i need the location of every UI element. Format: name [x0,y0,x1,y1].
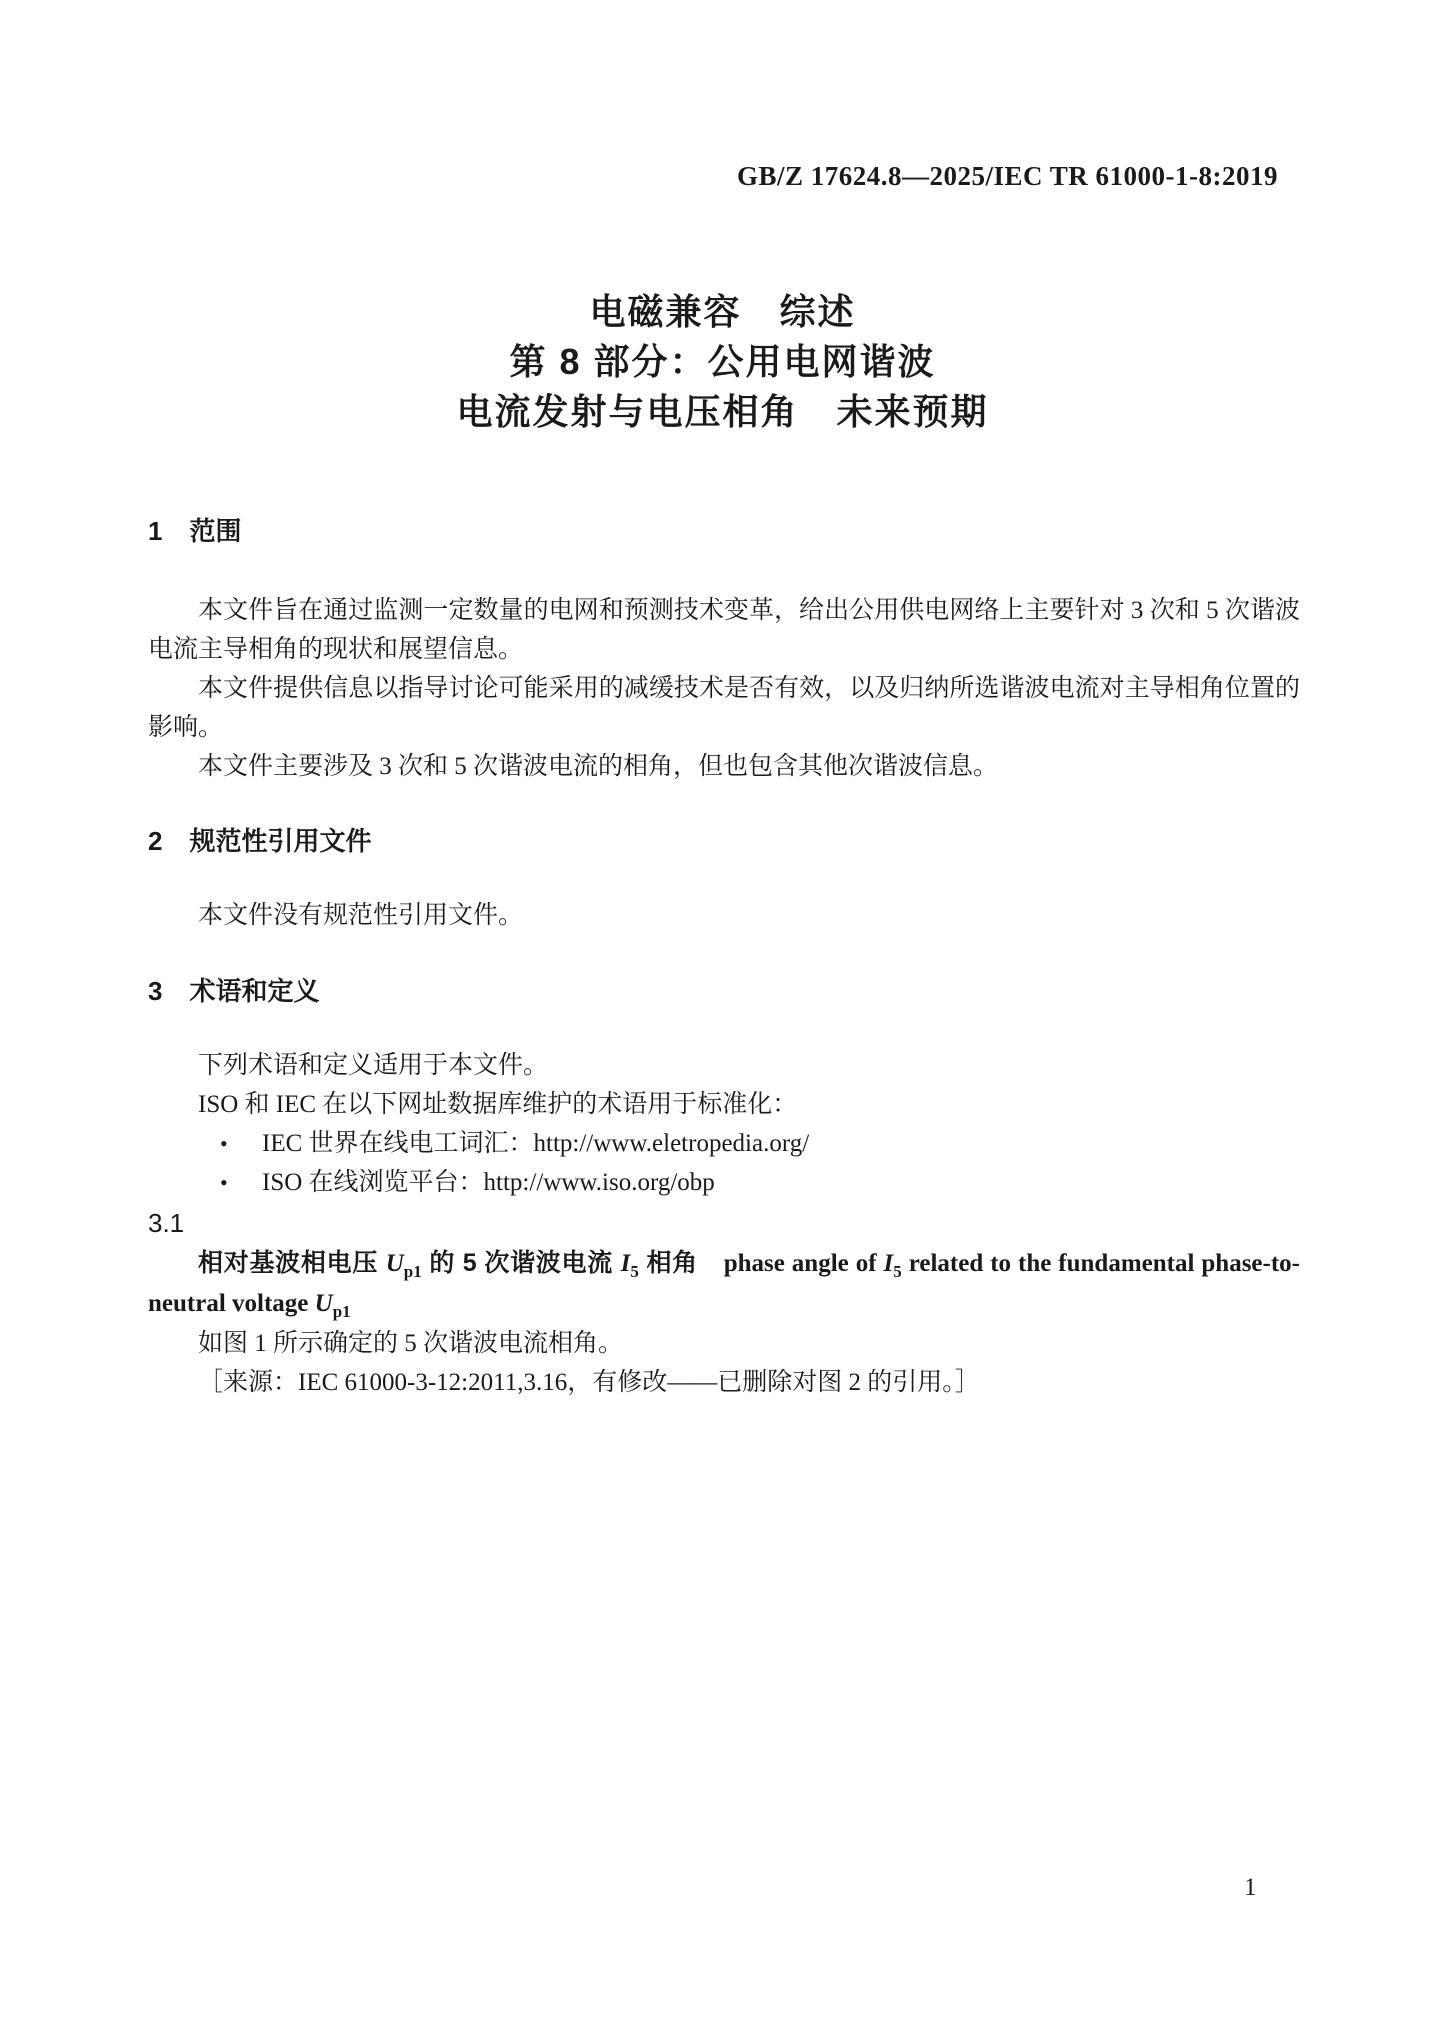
subscript: p1 [403,1262,422,1281]
term-gap [698,1249,724,1277]
term-zh: 相角 [638,1249,698,1277]
subscript: 5 [630,1262,639,1281]
definition-number: 3.1 [148,1208,185,1238]
list-item [148,1124,1300,1163]
section-label: 范围 [189,516,242,546]
symbol-U: U [385,1250,404,1277]
term-zh: 相对基波相电压 [198,1249,386,1277]
symbol-U: U [314,1290,333,1317]
list-item-text: ISO 在线浏览平台：http://www.iso.org/obp [262,1169,715,1196]
section-number: 1 [148,516,163,546]
term-zh: 的 5 次谐波电流 [421,1249,621,1277]
bullet-icon: • [220,1170,228,1195]
bullet-icon: • [220,1131,228,1156]
section-number: 2 [148,826,163,856]
term-en: phase angle of [723,1250,884,1277]
document-title [0,287,1445,437]
term-en: related to the fundamental phase-to-neutral voltage [148,1250,1300,1317]
definition-source: ［来源：IEC 61000-3-12:2011,3.16，有修改——已删除对图 2 的引用。］ [198,1369,980,1396]
symbol-I: I [883,1250,894,1277]
document-code-header: GB/Z 17624.8—2025/IEC TR 61000-1-8:2019 [736,161,1278,191]
section-heading-normative-references [148,824,1300,858]
definition-body: 如图 1 所示确定的 5 次谐波电流相角。 [198,1330,624,1357]
paragraph: ISO 和 IEC 在以下网址数据库维护的术语用于标准化： [198,1091,798,1118]
section-label: 术语和定义 [189,976,320,1006]
definition-term [148,1243,1300,1324]
subscript: 5 [893,1262,902,1281]
document-body [148,510,1300,1402]
paragraph: 本文件主要涉及 3 次和 5 次谐波电流的相角，但也包含其他次谐波信息。 [198,753,999,780]
section-heading-terms-definitions [148,974,1300,1008]
paragraph: 本文件提供信息以指导讨论可能采用的减缓技术是否有效，以及归纳所选谐波电流对主导相角位置的影响。 [148,675,1300,741]
list-item-text: IEC 世界在线电工词汇：http://www.eletropedia.org/ [262,1130,810,1157]
page-number: 1 [1244,1874,1257,1901]
paragraph: 本文件旨在通过监测一定数量的电网和预测技术变革，给出公用供电网络上主要针对 3 次和 5 次谐波电流主导相角的现状和展望信息。 [148,597,1300,663]
paragraph: 本文件没有规范性引用文件。 [198,902,524,929]
title-line-1: 电磁兼容 综述 [589,291,856,332]
subscript: p1 [332,1302,351,1321]
section-heading-scope [148,514,1300,548]
symbol-I: I [620,1250,631,1277]
title-line-3: 电流发射与电压相角 未来预期 [456,391,989,432]
title-line-2: 第 8 部分：公用电网谐波 [509,341,936,382]
list-item [148,1163,1300,1202]
section-number: 3 [148,976,163,1006]
paragraph: 下列术语和定义适用于本文件。 [198,1052,549,1079]
section-label: 规范性引用文件 [189,826,372,856]
